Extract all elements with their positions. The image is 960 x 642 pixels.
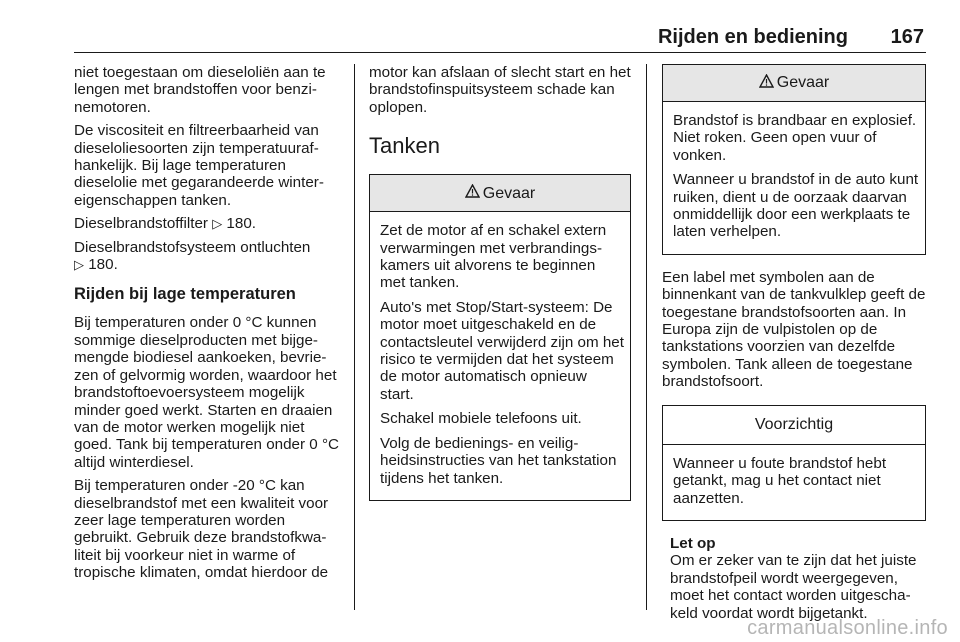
danger-box bbox=[369, 174, 631, 501]
warning-triangle-icon bbox=[759, 74, 774, 92]
reference-page: 180. bbox=[88, 256, 118, 274]
cross-reference[interactable] bbox=[74, 215, 342, 232]
note bbox=[662, 535, 926, 622]
reference-label: Dieselbrandstoffilter bbox=[74, 215, 208, 233]
paragraph: De viscositeit en filtreerbaarheid van dieseloliesoorten zijn temperatuurafhankelijk. Bij lage temperaturen dieselolie met gegarandeerde wintereigenschappen tanken. bbox=[74, 122, 324, 209]
paragraph: Een label met symbolen aan de binnenkant van de tankvulklep geeft de toegestane brandstofsoorten aan. In Europa zijn de vulpistolen op de tankstations voorzien van dezelfde symbolen. Tank alleen de toegestane brandstofsoort. bbox=[662, 268, 926, 391]
warning-triangle-icon bbox=[465, 184, 480, 202]
paragraph: Volg de bedienings- en veiligheidsinstructies van het tankstation tijdens het tanken. bbox=[380, 434, 617, 487]
watermark: carmanualsonline.info bbox=[747, 617, 948, 639]
column-divider bbox=[646, 64, 647, 610]
reference-label: Dieselbrandstofsysteem ontluchten bbox=[74, 238, 311, 256]
caution-box-title: Voorzichtig bbox=[754, 415, 834, 433]
note-text: Om er zeker van te zijn dat het juiste brandstofpeil wordt weergegeven, moet het contact worden uitgeschakeld voordat wordt bijgetankt. bbox=[670, 552, 917, 622]
danger-box-title: Gevaar bbox=[482, 184, 536, 202]
paragraph: Schakel mobiele telefoons uit. bbox=[380, 410, 582, 428]
caution-box-header bbox=[663, 406, 925, 445]
page-number: 167 bbox=[890, 26, 924, 48]
note-title: Let op bbox=[670, 534, 716, 552]
section-heading: Tanken bbox=[369, 133, 440, 159]
page-header bbox=[74, 26, 926, 53]
danger-box-header bbox=[370, 175, 630, 212]
column-1 bbox=[74, 64, 342, 588]
page-title: Rijden en bediening bbox=[657, 26, 848, 48]
paragraph: Wanneer u brandstof in de auto kunt ruiken, dient u de oorzaak daarvan onmiddellijk door een werkplaats te laten verhelpen. bbox=[673, 171, 919, 241]
danger-box-title: Gevaar bbox=[776, 74, 830, 92]
paragraph: Zet de motor af en schakel extern verwarmingen met verbrandingskamers uit alvorens te beginnen met tanken. bbox=[380, 222, 607, 292]
danger-box-body bbox=[370, 212, 630, 500]
paragraph: Auto's met Stop/Start-systeem: De motor moet uitgeschakeld en de contactsleutel verwijderd zijn om het risico te vermijden dat het systeem de motor automatisch opnieuw start. bbox=[380, 298, 624, 403]
danger-box bbox=[662, 64, 926, 255]
column-divider bbox=[354, 64, 355, 610]
paragraph: Brandstof is brandbaar en explosief. Niet roken. Geen open vuur of vonken. bbox=[673, 112, 917, 164]
reference-page: 180. bbox=[226, 215, 256, 233]
caution-box bbox=[662, 405, 926, 521]
cross-reference[interactable] bbox=[74, 239, 342, 274]
paragraph: Bij temperaturen onder 0 °C kunnen sommige dieselproducten met bijgemengde biodiesel aankoeken, bevriezen of gelvormig worden, waardoor het brandstoftoevoersysteem mogelijk minder goed werkt. Starten en draaien van de motor werken mogelijk niet goed. Tank bij temperaturen onder 0 °C altijd winterdiesel. bbox=[74, 314, 339, 471]
column-3 bbox=[662, 64, 926, 622]
danger-box-body bbox=[663, 102, 925, 254]
paragraph: Bij temperaturen onder -20 °C kan dieselbrandstof met een kwaliteit voor zeer lage temperaturen worden gebruikt. Gebruik deze brandstofkwaliteit bij voorkeur niet in warme of tropische klimaten, omdat hierdoor de bbox=[74, 477, 329, 582]
danger-box-header bbox=[663, 65, 925, 102]
column-2 bbox=[369, 64, 631, 515]
paragraph: motor kan afslaan of slecht start en het brandstofinspuitsysteem schade kan oplopen. bbox=[369, 64, 631, 116]
arrow-right-icon: ▷ bbox=[74, 257, 84, 273]
paragraph: Wanneer u foute brandstof hebt getankt, mag u het contact niet aanzetten. bbox=[673, 454, 887, 507]
paragraph: niet toegestaan om dieseloliën aan te lengen met brandstoffen voor benzinemotoren. bbox=[74, 64, 326, 116]
arrow-right-icon: ▷ bbox=[212, 216, 223, 232]
section-heading: Rijden bij lage temperaturen bbox=[74, 285, 296, 304]
caution-box-body bbox=[663, 445, 925, 520]
